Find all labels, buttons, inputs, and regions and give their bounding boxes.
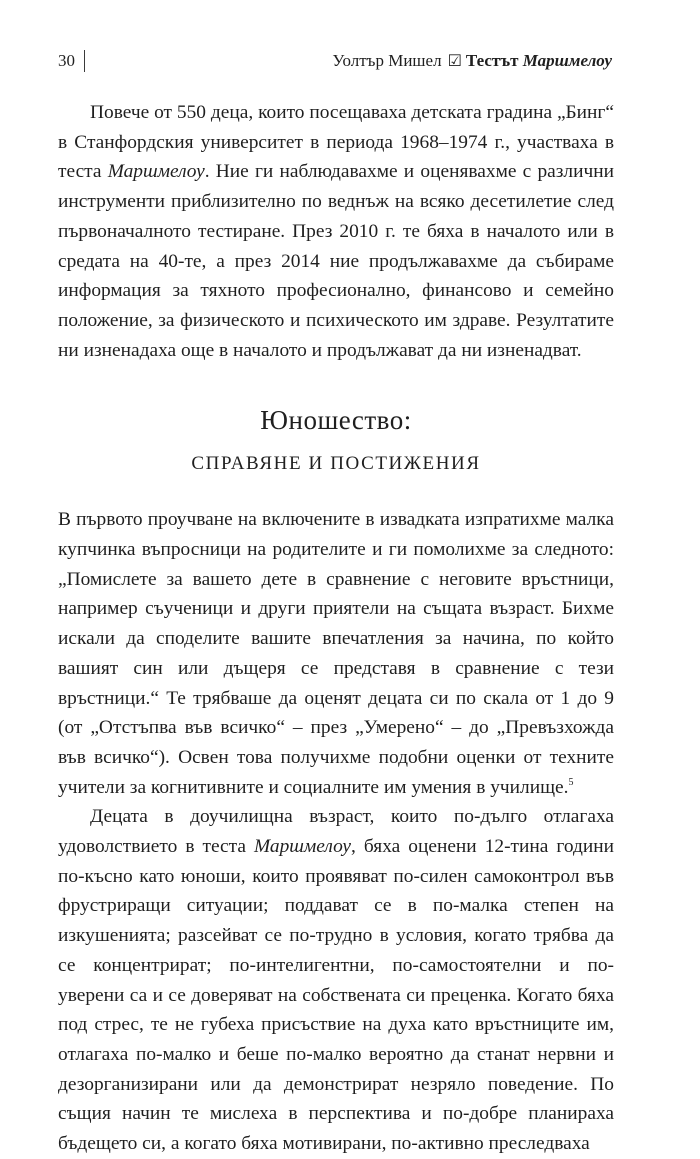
intro-text-2: . Ние ги наблюдавахме и оценявахме с различни инструменти приблизително по веднъж на всяко десетилетие след първоначалното тестиране. През 2010 г. те бяха в началото или в средата на 40-те, а през 2014 ние продължавахме да събираме информация за тяхното професионално, финансово и семейно положение, за физическото и психическото им здраве. Резултатите ни изненадаха още в началото и продължават да ни изненадват. <box>58 161 614 361</box>
paragraph-questionnaires <box>58 505 614 802</box>
header-divider <box>84 50 85 72</box>
book-title-prefix: Тестът <box>465 51 523 70</box>
section-subtitle: СПРАВЯНЕ И ПОСТИЖЕНИЯ <box>191 453 481 475</box>
paragraph-3-italic: Маршмелоу <box>254 836 352 858</box>
page-header <box>58 46 612 76</box>
page-body <box>58 98 614 1159</box>
paragraph-adolescents <box>58 802 614 1158</box>
section-title: Юношество: <box>260 405 412 436</box>
book-title <box>466 51 612 70</box>
running-head <box>332 46 612 77</box>
paragraph-3-text-1: Децата в доучилищна възраст, които по-дълго отлагаха удоволствието в теста <box>58 806 614 858</box>
intro-text-1: Повече от 550 деца, които посещаваха детската градина „Бинг“ в Станфордския университет в периода 1968–1974 г., участваха в теста <box>58 102 614 183</box>
page-number: 30 <box>58 51 75 70</box>
footnote-marker: 5 <box>568 776 574 788</box>
intro-italic-1: Маршмелоу <box>107 161 205 183</box>
author-name: Уолтър Мишел <box>332 51 442 70</box>
section-heading <box>58 403 614 479</box>
paragraph-2-text: В първото проучване на включените в извадката изпратихме малка купчинка въпросници на родителите и ги помолихме за следното: „Помислете за вашето дете в сравнение с неговите връстници, например съученици и други приятели на същата възраст. Бихме искали да споделите вашите впечатления за начина, по който вашият син или дъщеря се представя в сравнение с тези връстници.“ Те трябваше да оценят децата си по скала от 1 до 9 (от „Отстъпва във всичко“ – през „Умерено“ – до „Превъзхожда във всичко“). Освен това получихме подобни оценки от техните учители за когнитивните и социалните им умения в училище. <box>58 509 614 798</box>
paragraph-3-text-2: , бяха оценени 12-тина години по-късно като юноши, които проявяват по-силен самоконтрол във фрустриращи ситуации; поддават се в по-малка степен на изкушенията; разсейват се по-трудно в условия, когато трябва да се концентрират; по-интелигентни, по-самостоятелни и по-уверени са и се доверяват на собствената си преценка. Когато бяха под стрес, те не губеха присъствие на духа като връстниците им, отлагаха по-малко и беше по-малко вероятно да станат нервни и дезорганизирани или да демонстрират незряло поведение. По същия начин те мислеха в перспектива и по-добре планираха бъдещето си, а когато бяха мотивирани, по-активно преследваха <box>58 836 614 1155</box>
checkbox-icon: ☑ <box>447 53 462 70</box>
intro-paragraph <box>58 98 614 365</box>
book-title-italic: Маршмелоу <box>522 51 612 70</box>
